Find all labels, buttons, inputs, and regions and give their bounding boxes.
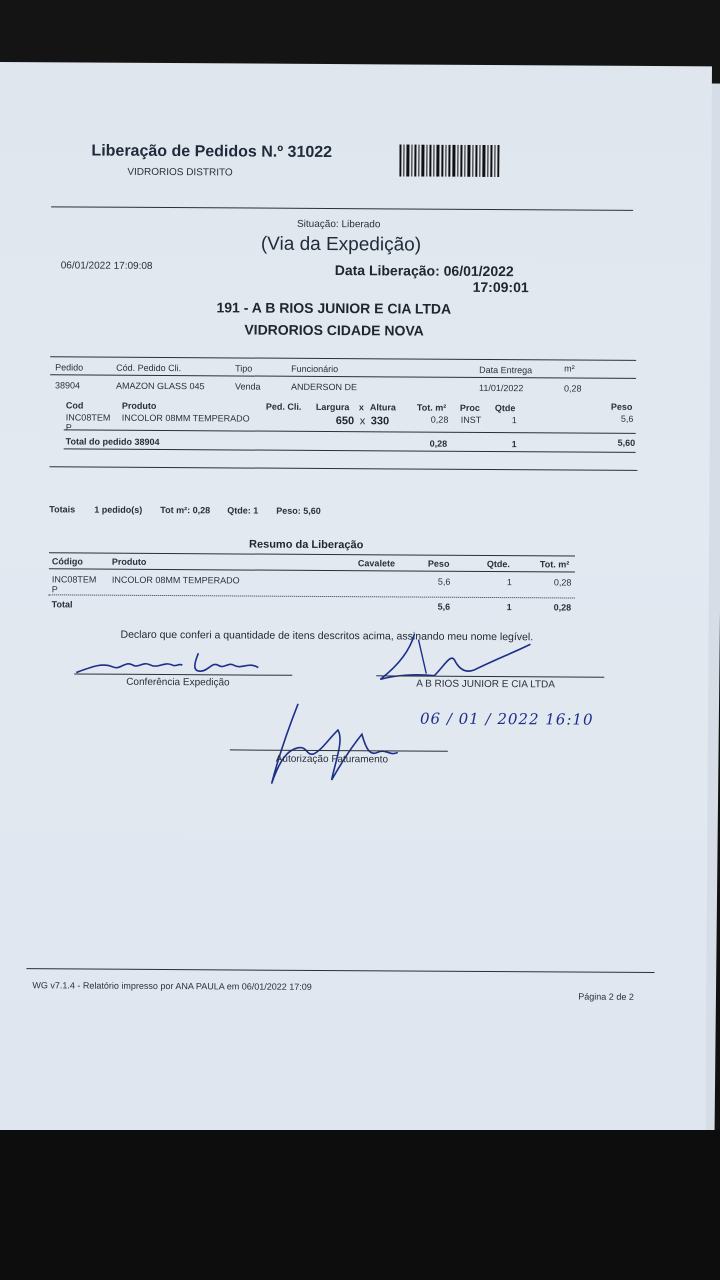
totals-peso: Peso: 5,60 xyxy=(276,505,321,516)
item-cod-line1: INC08TEM xyxy=(65,412,111,423)
issuer-company: VIDRORIOS DISTRITO xyxy=(127,166,233,179)
summary-total-rule xyxy=(49,594,575,598)
order-total-m2: 0,28 xyxy=(429,438,448,449)
order-total-qtde: 1 xyxy=(511,439,517,450)
item-qtde: 1 xyxy=(511,415,517,426)
summary-produto: INCOLOR 08MM TEMPERADO xyxy=(111,574,240,586)
item-col-peso: Peso xyxy=(610,401,633,412)
item-col-cod: Cod xyxy=(65,400,84,411)
item-largura: 650 xyxy=(335,415,355,428)
client-signature-label: A B RIOS JUNIOR E CIA LTDA xyxy=(416,678,555,691)
order-data-entrega: 11/01/2022 xyxy=(478,382,524,394)
item-proc: INST xyxy=(460,414,482,425)
summary-col-tot-m2: Tot. m² xyxy=(539,559,570,570)
item-altura: 330 xyxy=(370,415,390,428)
item-col-altura: Altura xyxy=(369,402,396,413)
item-col-ped-cli: Ped. Cli. xyxy=(265,401,302,412)
declaration-text: Declaro que conferi a quantidade de itens descritos acima, assinando meu nome legível. xyxy=(120,628,534,644)
summary-col-produto: Produto xyxy=(111,556,147,567)
order-total-label: Total do pedido 38904 xyxy=(65,436,160,447)
item-produto: INCOLOR 08MM TEMPERADO xyxy=(121,412,250,424)
release-time: 17:09:01 xyxy=(472,278,529,296)
item-col-qtde: Qtde xyxy=(494,403,516,414)
col-pedido: Pedido xyxy=(55,362,84,373)
item-tot-m2: 0,28 xyxy=(430,414,449,425)
summary-title: Resumo da Liberação xyxy=(249,538,364,552)
order-header-rule xyxy=(50,374,636,379)
item-peso: 5,6 xyxy=(620,413,634,424)
signature-authorization xyxy=(258,700,419,791)
status-label: Situação: Liberado xyxy=(296,218,381,231)
order-table-bottom-rule xyxy=(50,466,638,471)
summary-total-qtde: 1 xyxy=(506,602,512,613)
footer-page-number: Página 2 de 2 xyxy=(578,991,634,1002)
totals-label: Totais xyxy=(49,504,76,515)
totals-pedidos: 1 pedido(s) xyxy=(94,504,143,515)
printed-datetime: 06/01/2022 17:09:08 xyxy=(60,260,153,272)
summary-col-codigo: Código xyxy=(51,556,83,567)
client-name: 191 - A B RIOS JUNIOR E CIA LTDA xyxy=(216,299,452,317)
footer-printed-by: WG v7.1.4 - Relatório impresso por ANA PAULA em 06/01/2022 17:09 xyxy=(32,980,312,992)
order-cod-pedido-cli: AMAZON GLASS 045 xyxy=(115,380,205,392)
item-col-x: x xyxy=(358,402,364,413)
summary-codigo-line2: P xyxy=(51,584,58,595)
summary-peso: 5,6 xyxy=(437,576,451,587)
summary-codigo-line1: INC08TEM xyxy=(51,574,97,585)
item-col-tot-m2: Tot. m² xyxy=(416,402,447,413)
authorization-label: Autorização Faturamento xyxy=(275,753,389,766)
totals-qtde: Qtde: 1 xyxy=(227,505,259,516)
item-total-rule xyxy=(64,429,636,433)
order-total-bottom-rule xyxy=(64,448,636,452)
order-pedido: 38904 xyxy=(54,380,81,391)
header-divider xyxy=(51,206,633,211)
summary-total-label: Total xyxy=(51,599,73,610)
summary-col-cavalete: Cavalete xyxy=(357,558,396,569)
order-m2: 0,28 xyxy=(563,383,582,394)
order-funcionario: ANDERSON DE xyxy=(290,381,358,393)
copy-type: (Via da Expedição) xyxy=(260,233,422,256)
item-x: x xyxy=(359,415,366,428)
totals-tot-m2: Tot m²: 0,28 xyxy=(160,504,211,516)
document-page xyxy=(0,62,712,1134)
summary-col-qtde: Qtde. xyxy=(486,558,510,570)
item-col-largura: Largura xyxy=(315,401,350,413)
conferencia-label: Conferência Expedição xyxy=(126,676,230,689)
item-col-produto: Produto xyxy=(121,400,157,411)
background-bottom xyxy=(0,1130,720,1280)
item-col-proc: Proc xyxy=(459,402,480,413)
col-cod-pedido-cli: Cód. Pedido Cli. xyxy=(116,362,182,374)
order-tipo: Venda xyxy=(234,381,261,392)
summary-col-peso: Peso xyxy=(427,558,450,569)
col-tipo: Tipo xyxy=(235,363,253,374)
summary-total-m2: 0,28 xyxy=(553,602,572,613)
footer-rule xyxy=(26,968,654,973)
handwritten-date: 06 / 01 / 2022 16:10 xyxy=(419,709,594,729)
summary-total-peso: 5,6 xyxy=(437,601,451,612)
release-date: Data Liberação: 06/01/2022 xyxy=(334,262,514,280)
col-data-entrega: Data Entrega xyxy=(479,364,533,376)
order-table-top-rule xyxy=(50,356,636,361)
col-funcionario: Funcionário xyxy=(291,363,339,375)
item-cod-line2: P xyxy=(65,422,72,433)
document-title: Liberação de Pedidos N.º 31022 xyxy=(91,142,333,162)
summary-tot-m2: 0,28 xyxy=(553,577,572,588)
client-store: VIDRORIOS CIDADE NOVA xyxy=(244,321,424,339)
col-m2: m² xyxy=(564,363,575,374)
barcode-icon xyxy=(399,144,499,177)
summary-qtde: 1 xyxy=(506,577,512,588)
order-total-peso: 5,60 xyxy=(617,437,636,448)
